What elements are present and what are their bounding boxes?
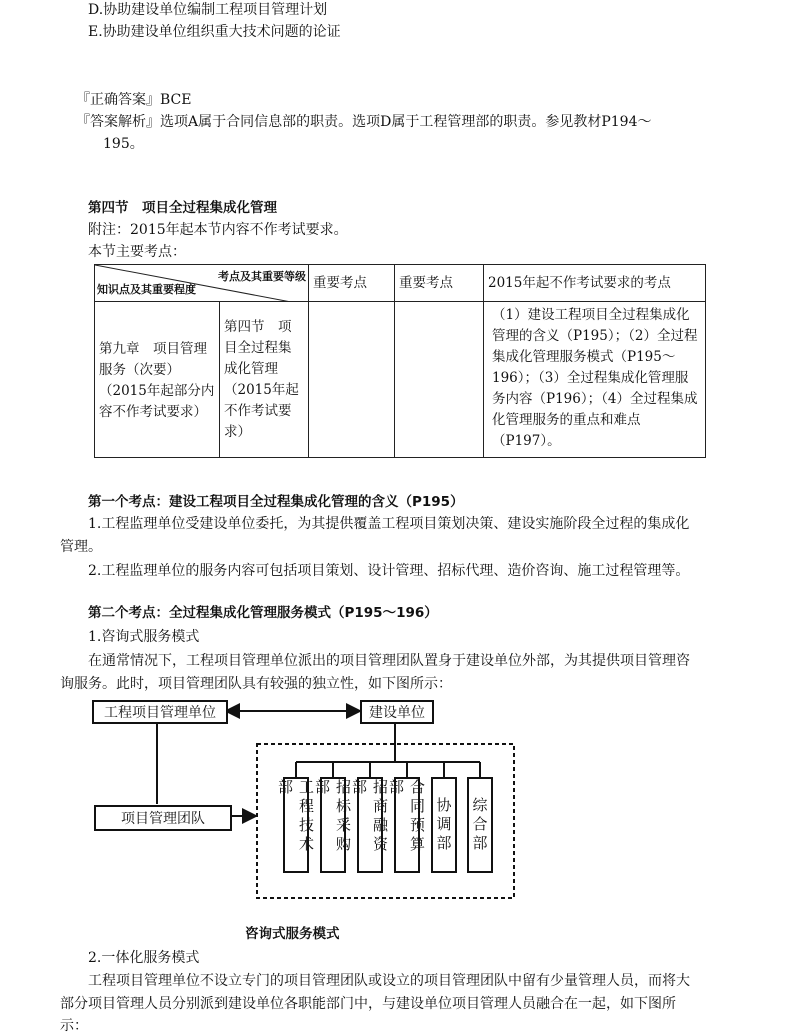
correct-answer: 『正确答案』BCE (76, 92, 192, 108)
kp2-sub1: 1.咨询式服务模式 (88, 629, 200, 645)
kp1-para2: 2.工程监理单位的服务内容可包括项目策划、设计管理、招标代理、造价咨询、施工过程管理等。 (88, 563, 690, 579)
dept-box: 合同预算部 (394, 777, 420, 873)
header-important-2: 重要考点 (395, 265, 484, 302)
section-note: 附注：2015年起本节内容不作考试要求。 (88, 222, 348, 238)
chapter-cell: 第九章 项目管理服务（次要）（2015年起部分内容不作考试要求） (95, 302, 220, 458)
kp1-title: 第一个考点：建设工程项目全过程集成化管理的含义（P195） (88, 494, 464, 510)
dept-box: 协调部 (431, 777, 457, 873)
answer-analysis: 『答案解析』选项A属于合同信息部的职责。选项D属于工程管理部的职责。参见教材P194～ (76, 114, 652, 130)
key-points-table (94, 264, 706, 458)
kp2-para1: 在通常情况下，工程项目管理单位派出的项目管理团队置身于建设单位外部，为其提供项目管理咨 (88, 653, 690, 669)
answer-analysis-cont: 195。 (103, 136, 144, 152)
header-not-required: 2015年起不作考试要求的考点 (484, 265, 706, 302)
section-cell: 第四节 项目全过程集成化管理（2015年起不作考试要求） (220, 302, 309, 458)
kp2-para1-cont: 询服务。此时，项目管理团队具有较强的独立性，如下图所示： (60, 676, 452, 692)
option-d: D.协助建设单位编制工程项目管理计划 (88, 2, 328, 18)
option-e: E.协助建设单位组织重大技术问题的论证 (88, 24, 341, 40)
dept-box: 工程技术部 (283, 777, 309, 873)
diagram-caption: 咨询式服务模式 (245, 926, 340, 942)
empty-cell-1 (309, 302, 395, 458)
kp2-para2-end: 示： (60, 1018, 88, 1034)
diag-header-bottom: 知识点及其重要程度 (97, 283, 196, 296)
kp2-title: 第二个考点：全过程集成化管理服务模式（P195～196） (88, 605, 438, 621)
empty-cell-2 (395, 302, 484, 458)
points-cell: （1）建设工程项目全过程集成化管理的含义（P195）；（2）全过程集成化管理服务模式（P195～196）；（3）全过程集成化管理服务内容（P196）；（4）全过程集成化管理服务的重点和难点（P197）。 (484, 302, 706, 458)
team-box: 项目管理团队 (94, 805, 232, 831)
owner-box: 建设单位 (360, 700, 434, 724)
diagonal-header-cell (95, 265, 309, 302)
pm-unit-box: 工程项目管理单位 (92, 700, 228, 724)
dept-box: 招标采购部 (320, 777, 346, 873)
diag-header-top: 考点及其重要等级 (218, 270, 306, 283)
kp1-para1-cont: 管理。 (60, 539, 102, 555)
section-title: 第四节 项目全过程集成化管理 (88, 200, 277, 216)
kp2-sub2: 2.一体化服务模式 (88, 950, 200, 966)
kp-intro: 本节主要考点： (88, 244, 186, 260)
kp2-para2: 工程项目管理单位不设立专门的项目管理团队或设立的项目管理团队中留有少量管理人员，而将大 (88, 973, 690, 989)
dept-box: 招商融资部 (357, 777, 383, 873)
kp2-para2-cont: 部分项目管理人员分别派到建设单位各职能部门中，与建设单位项目管理人员融合在一起，如下图所 (60, 996, 676, 1012)
dept-box: 综合部 (467, 777, 493, 873)
header-important-1: 重要考点 (309, 265, 395, 302)
kp1-para1: 1.工程监理单位受建设单位委托，为其提供覆盖工程项目策划决策、建设实施阶段全过程的集成化 (88, 516, 690, 532)
